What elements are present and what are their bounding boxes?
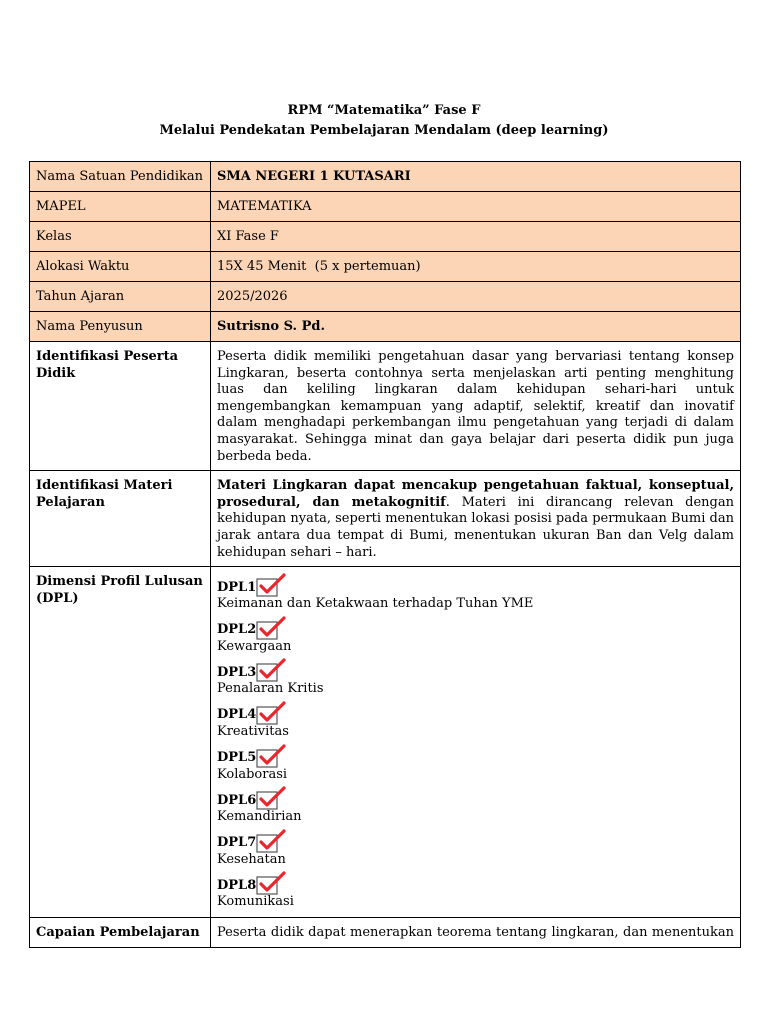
checkbox-checked-icon[interactable]	[256, 744, 286, 768]
dpl-item	[217, 615, 734, 656]
dpl-desc: Kolaborasi	[217, 766, 288, 782]
checkbox-checked-icon[interactable]	[256, 871, 286, 895]
section-label: Identifikasi Materi Pelajaran	[30, 471, 211, 567]
info-value: 15X 45 Menit (5 x pertemuan)	[211, 252, 741, 282]
dpl-code: DPL2	[217, 622, 257, 638]
row-identifikasi-materi	[30, 471, 741, 567]
dpl-item	[217, 657, 734, 698]
section-label: Capaian Pembelajaran	[30, 917, 211, 948]
info-value: MATEMATIKA	[211, 192, 741, 222]
info-row-kelas	[30, 222, 741, 252]
dpl-desc: Penalaran Kritis	[217, 681, 324, 697]
rpm-table	[29, 161, 741, 948]
dpl-code: DPL7	[217, 835, 257, 851]
info-label: Kelas	[30, 222, 211, 252]
dpl-code: DPL1	[217, 579, 257, 595]
dpl-item	[217, 700, 734, 741]
dpl-desc: Kesehatan	[217, 851, 286, 867]
info-label: Nama Penyusun	[30, 312, 211, 342]
document-subtitle: Melalui Pendekatan Pembelajaran Mendalam (deep learning)	[159, 123, 609, 138]
checkbox-checked-icon[interactable]	[256, 573, 286, 597]
dpl-code: DPL3	[217, 664, 257, 680]
row-capaian	[30, 917, 741, 948]
row-dpl	[30, 567, 741, 918]
dpl-code: DPL8	[217, 877, 257, 893]
dpl-desc: Kemandirian	[217, 809, 302, 825]
dpl-desc: Kewargaan	[217, 638, 292, 654]
materi-rest-text: . Materi ini dirancang relevan dengan kehidupan nyata, seperti menentukan lokasi posisi pada permukaan Bumi dan jarak antara dua tempat di Bumi, menentukan ukuran Ban dan Velg dalam kehidupan sehari – hari.	[217, 494, 734, 560]
dpl-desc: Komunikasi	[217, 894, 294, 910]
info-row-tahun	[30, 282, 741, 312]
dpl-item	[217, 743, 734, 784]
section-label: Identifikasi Peserta Didik	[30, 342, 211, 471]
dpl-desc: Keimanan dan Ketakwaan terhadap Tuhan YME	[217, 596, 534, 612]
dpl-code: DPL6	[217, 792, 257, 808]
row-identifikasi-peserta	[30, 342, 741, 471]
info-label: MAPEL	[30, 192, 211, 222]
info-label: Tahun Ajaran	[30, 282, 211, 312]
dpl-code: DPL4	[217, 707, 257, 723]
info-value: XI Fase F	[211, 222, 741, 252]
checkbox-checked-icon[interactable]	[256, 658, 286, 682]
materi-bold-text: Materi Lingkaran dapat mencakup pengetahuan faktual, konseptual, prosedural, dan metakognitif	[217, 478, 734, 510]
dpl-item	[217, 572, 734, 613]
info-value: Sutrisno S. Pd.	[211, 312, 741, 342]
info-row-alokasi	[30, 252, 741, 282]
info-row-penyusun	[30, 312, 741, 342]
info-value: 2025/2026	[211, 282, 741, 312]
checkbox-checked-icon[interactable]	[256, 701, 286, 725]
document-title: RPM “Matematika” Fase F	[287, 103, 481, 118]
info-row-satuan	[30, 162, 741, 192]
info-value: SMA NEGERI 1 KUTASARI	[211, 162, 741, 192]
dpl-list	[211, 567, 741, 918]
dpl-desc: Kreativitas	[217, 723, 289, 739]
dpl-item	[217, 870, 734, 911]
dpl-item	[217, 785, 734, 826]
info-label: Alokasi Waktu	[30, 252, 211, 282]
info-label: Nama Satuan Pendidikan	[30, 162, 211, 192]
info-row-mapel	[30, 192, 741, 222]
checkbox-checked-icon[interactable]	[256, 786, 286, 810]
capaian-text: Peserta didik dapat menerapkan teorema tentang lingkaran, dan menentukan	[211, 917, 741, 948]
checkbox-checked-icon[interactable]	[256, 829, 286, 853]
identifikasi-materi-text	[211, 471, 741, 567]
section-label: Dimensi Profil Lulusan (DPL)	[30, 567, 211, 918]
checkbox-checked-icon[interactable]	[256, 616, 286, 640]
dpl-code: DPL5	[217, 749, 257, 765]
identifikasi-peserta-text: Peserta didik memiliki pengetahuan dasar yang bervariasi tentang konsep Lingkaran, beserta contohnya serta menjelaskan arti penting menghitung luas dan keliling lingkaran dalam kehidupan sehari-hari untuk mengembangkan kemampuan yang adaptif, selektif, kreatif dan inovatif dalam menghadapi perkembangan ilmu pengetahuan yang terjadi di dalam masyarakat. Sehingga minat dan gaya belajar dari peserta didik pun juga berbeda beda.	[211, 342, 741, 471]
dpl-item	[217, 828, 734, 869]
